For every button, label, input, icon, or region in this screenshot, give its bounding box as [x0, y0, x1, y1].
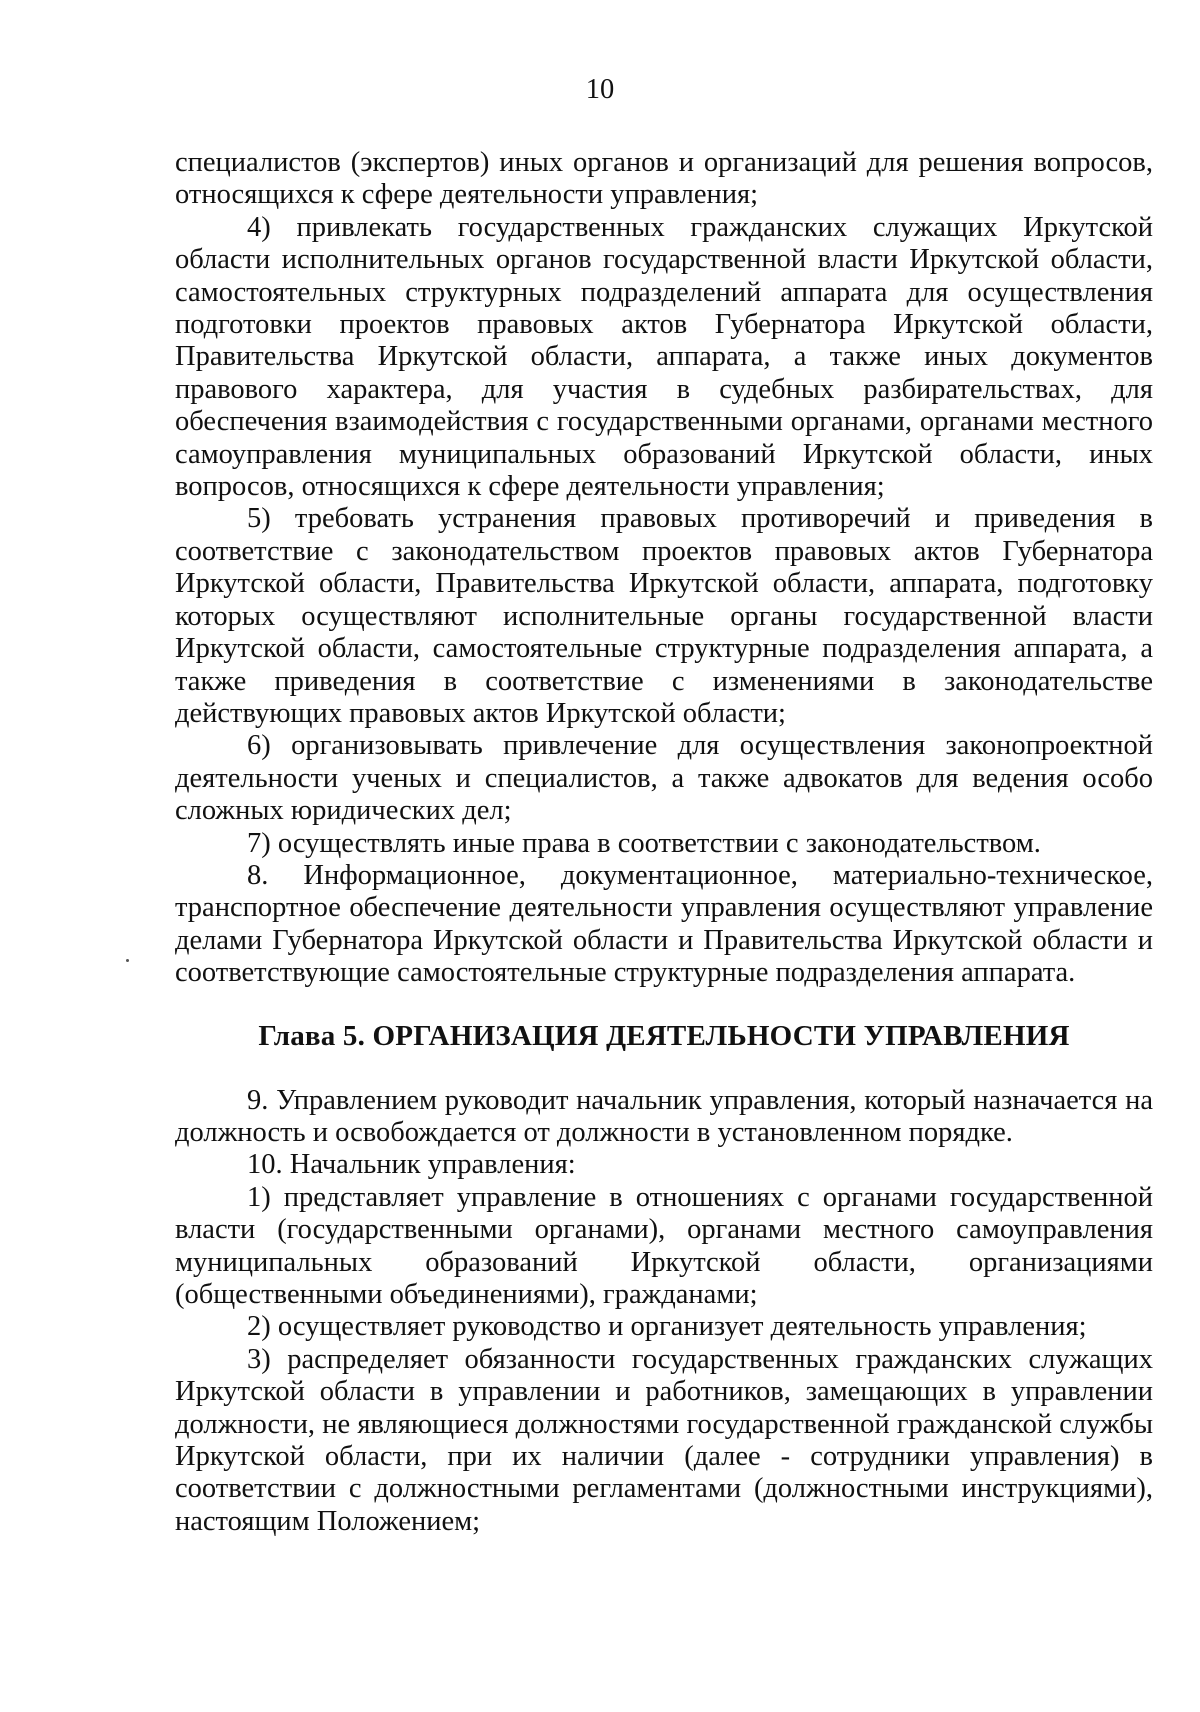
paragraph-continuation: специалистов (экспертов) иных органов и организаций для решения вопросов, относящихся к сфере деятельности управления;	[175, 147, 1153, 211]
paragraph-clause-9: 9. Управлением руководит начальник управления, который назначается на должность и освобождается от должности в установленном порядке.	[175, 1084, 1153, 1148]
paragraph-item-3: 3) распределяет обязанности государственных гражданских служащих Иркутской области в управлении и работников, замещающих в управлении должности, не являющиеся должностями государственной гражданской службы Иркутской области, при их наличии (далее - сотрудники управления) в соответствии с должностными регламентами (должностными инструкциями), настоящим Положением;	[175, 1343, 1153, 1537]
paragraph-item-5: 5) требовать устранения правовых противоречий и приведения в соответствие с законодательством проектов правовых актов Губернатора Иркутской области, Правительства Иркутской области, аппарата, подготовку которых осуществляют исполнительные органы государственной власти Иркутской области, самостоятельные структурные подразделения аппарата, а также приведения в соответствие с изменениями в законодательстве действующих правовых актов Иркутской области;	[175, 503, 1153, 729]
paragraph-item-4: 4) привлекать государственных гражданских служащих Иркутской области исполнительных органов государственной власти Иркутской области, самостоятельных структурных подразделений аппарата для осуществления подготовки проектов правовых актов Губернатора Иркутской области, Правительства Иркутской области, аппарата, а также иных документов правового характера, для участия в судебных разбирательствах, для обеспечения взаимодействия с государственными органами, органами местного самоуправления муниципальных образований Иркутской области, иных вопросов, относящихся к сфере деятельности управления;	[175, 211, 1153, 503]
paragraph-clause-8: 8. Информационное, документационное, материально-техническое, транспортное обеспечение деятельности управления осуществляют управление делами Губернатора Иркутской области и Правительства Иркутской области и соответствующие самостоятельные структурные подразделения аппарата.	[175, 859, 1153, 989]
scan-dot-mark	[126, 959, 129, 962]
document-body	[175, 147, 1153, 1538]
chapter-heading: Глава 5. ОРГАНИЗАЦИЯ ДЕЯТЕЛЬНОСТИ УПРАВЛЕНИЯ	[258, 1019, 1070, 1052]
paragraph-item-2: 2) осуществляет руководство и организует деятельность управления;	[247, 1311, 1087, 1343]
page-number: 10	[585, 74, 615, 105]
paragraph-item-7: 7) осуществлять иные права в соответствии с законодательством.	[247, 827, 1041, 859]
paragraph-clause-10: 10. Начальник управления:	[247, 1149, 576, 1181]
paragraph-item-1: 1) представляет управление в отношениях с органами государственной власти (государственными органами), органами местного самоуправления муниципальных образований Иркутской области, организациями (общественными объединениями), гражданами;	[175, 1181, 1153, 1310]
paragraph-item-6: 6) организовывать привлечение для осуществления законопроектной деятельности ученых и специалистов, а также адвокатов для ведения особо сложных юридических дел;	[175, 730, 1153, 827]
